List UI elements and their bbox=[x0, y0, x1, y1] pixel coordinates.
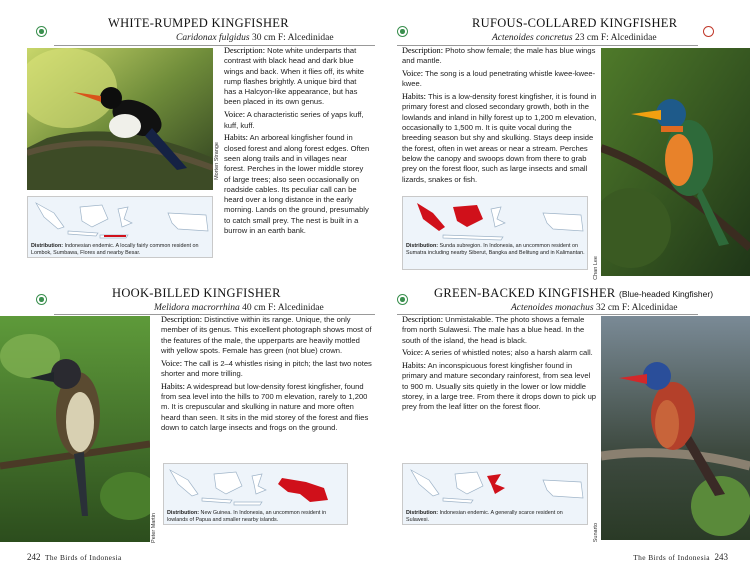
photo-credit: Peter Martin bbox=[151, 513, 157, 543]
species-white-rumped-kingfisher bbox=[0, 0, 375, 285]
distribution-caption: Distribution: Indonesian endemic. A locally fairly common resident on Lombok, Sumbawa, Flores and nearby Besar. bbox=[31, 243, 199, 256]
species-text: Description: Distinctive within its range. Unique, the only member of its genus. This excellent photograph shows most of the features of the male, the upperparts are heavily mottled with yellow spots. Female has green (not blue) crown. Voice: The call is 2–4 whistles rising in pitch; the last two notes shorter and more trilling. Habits: A widespread but low-density forest kingfisher, found from sea level into the hills to 700 m elevation, rarely to 1,200 m. It is crepuscular and skulking in nature and more often heard than seen. It sits in the mid storey of the forest and flies down to catch large insects and frogs on the ground. bbox=[161, 315, 372, 432]
species-text: Description: Unmistakable. The photo shows a female from north Sulawesi. The male has a blue head. In the south of the island, the head is black. Voice: A series of whistled notes; also a harsh alarm call. Habits: An inconspicuous forest kingfisher found in primary and mature secondary rainforest, from sea level to 900 m. Usually sits quietly in the lower or low middle storey, in a large tree. From there it drops down to pick up prey from the leaf litter on the forest floor. bbox=[402, 315, 597, 412]
species-scientific-line: Melidora macrorrhina 40 cm F: Alcedinidae bbox=[154, 303, 324, 313]
species-title: WHITE-RUMPED KINGFISHER bbox=[108, 16, 289, 30]
species-text: Description: Note white underparts that contrast with black head and dark blue wings and back. When it flies off, its white rump flashes brightly. A unique bird that has a Halcyon-like appearance, but has been placed in its own genus. Voice: A characteristic series of yaps kuff, kuff, kuff. Habits: An arboreal kingfisher found in closed forest and along forest edges. Often seen along trails and in villages near forest. Perches in the lower middle storey of large trees; also seen occasionally on roadside cables. Its peculiar call can be heard over a long distance in the early morning. Lands on the ground, presumably to catch small prey. The nest is built in a burrow in an earth bank. bbox=[224, 46, 370, 236]
page-folio: The Birds of Indonesia 243 bbox=[633, 552, 728, 562]
species-green-backed-kingfisher bbox=[375, 285, 750, 570]
distribution-map bbox=[402, 463, 588, 525]
species-rufous-collared-kingfisher bbox=[375, 0, 750, 285]
species-photo bbox=[601, 316, 750, 540]
distribution-caption: Distribution: New Guinea. In Indonesia, an uncommon resident in lowlands of Papua and smaller nearby islands. bbox=[167, 510, 327, 523]
species-title: RUFOUS-COLLARED KINGFISHER bbox=[472, 16, 678, 30]
species-photo bbox=[27, 48, 213, 190]
distribution-map bbox=[27, 196, 213, 258]
distribution-map bbox=[163, 463, 348, 525]
species-hook-billed-kingfisher bbox=[0, 285, 375, 570]
photo-credit: Sunarto bbox=[593, 523, 599, 543]
species-text: Description: Photo show female; the male has blue wings and mantle. Voice: The song is a loud penetrating whistle kwee-kwee-kwee. Habits: This is a low-density forest kingfisher, it is found in primary forest and closed secondary growth, both in the lowlands and inland in hilly forest up to 1,200 m elevation, occasionally to 1,500 m. It is quite vocal during the breeding season but shy and skulking. Stays deep inside the forest, often in wet areas or near a stream. Perches below the canopy and swoops down from there to grab prey on the forest floor, such as large insects and small lizards, snakes or fish. bbox=[402, 46, 597, 184]
species-marker-icon bbox=[397, 294, 408, 305]
species-marker-icon bbox=[36, 294, 47, 305]
species-marker-icon bbox=[36, 26, 47, 37]
species-scientific-line: Caridonax fulgidus 30 cm F: Alcedinidae bbox=[176, 33, 334, 43]
species-photo bbox=[601, 48, 750, 276]
right-page bbox=[375, 0, 750, 570]
species-title: HOOK-BILLED KINGFISHER bbox=[112, 286, 281, 300]
species-marker-icon bbox=[397, 26, 408, 37]
page-marker-icon bbox=[703, 26, 714, 37]
page-folio: 242 The Birds of Indonesia bbox=[27, 552, 122, 562]
species-scientific-line: Actenoides concretus 23 cm F: Alcedinidae bbox=[492, 33, 657, 43]
species-photo bbox=[0, 316, 150, 542]
distribution-caption: Distribution: Sunda subregion. In Indonesia, an uncommon resident on Sumatra including nearby Siberut, Bangka and Belitung and in Kalimantan. bbox=[406, 243, 585, 256]
distribution-map bbox=[402, 196, 588, 270]
species-title: GREEN-BACKED KINGFISHER (Blue-headed Kingfisher) bbox=[434, 286, 714, 300]
photo-credit: Chan Lee bbox=[593, 256, 599, 280]
photo-credit: Morten Strange bbox=[214, 142, 220, 180]
distribution-caption: Distribution: Indonesian endemic. A generally scarce resident on Sulawesi. bbox=[406, 510, 563, 523]
species-scientific-line: Actenoides monachus 32 cm F: Alcedinidae bbox=[511, 303, 678, 313]
